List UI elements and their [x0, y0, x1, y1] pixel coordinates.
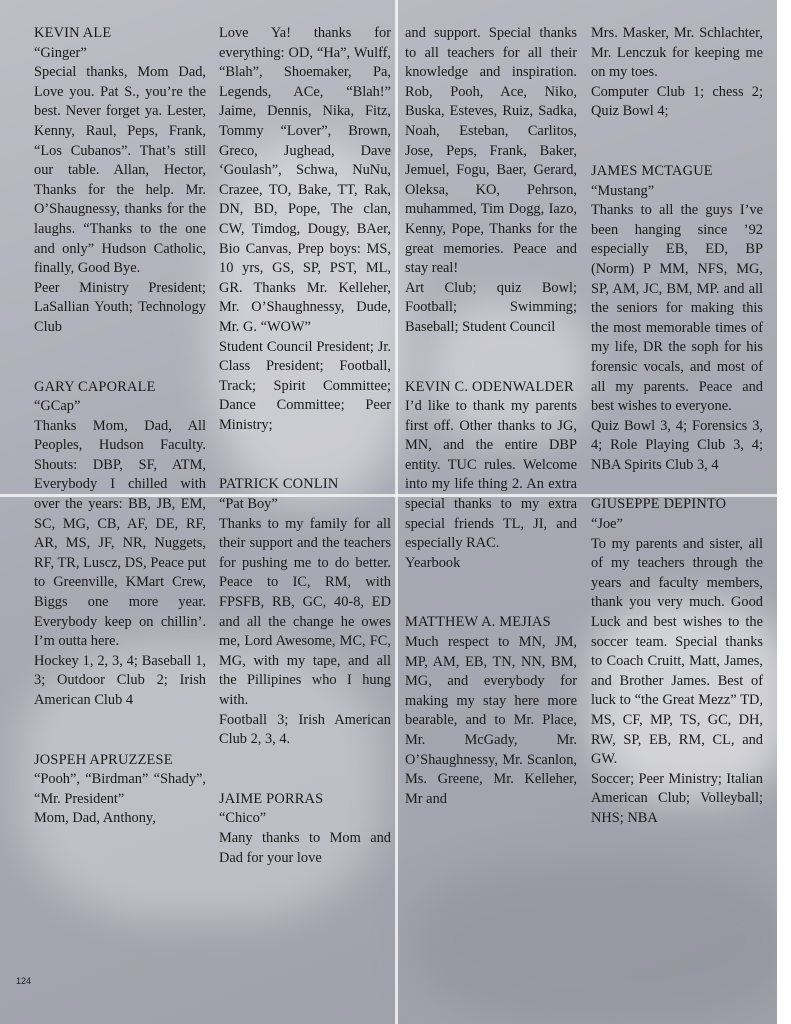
senior-name: MATTHEW A. MEJIAS: [405, 614, 551, 631]
senior-message: I’d like to thank my parents first off. Other thanks to JG, MN, and the entire DBP entity. TUC rules. Welcome into my life thing 2. An extra special thanks to my extra special friends TL, JI, and especially RAC.: [405, 398, 577, 552]
senior-activities: Yearbook: [405, 554, 461, 571]
senior-activities: Hockey 1, 2, 3, 4; Baseball 1, 3; Outdoor Club 2; Irish American Club 4: [34, 652, 206, 708]
senior-nickname: “GCap”: [34, 398, 81, 415]
senior-entry-continued: [591, 24, 763, 122]
senior-message: Thanks to my family for all their support and the teachers for pushing me to do better. Peace to IC, RM, with FPSFB, RB, GC, 40-8, ED and all the change he owes me, Lord Awesome, MC, FC, MG, with my tape, and all the Pillipines who I hung with.: [219, 515, 391, 708]
senior-message: Thanks Mom, Dad, All Peoples, Hudson Faculty. Shouts: DBP, SF, ATM, Everybody I chilled with over the years: BB, JB, EM, SC, MG, CB, AF, DE, RF, AR, MS, JF, NR, Nuggets, RF, TR, Luscz, DS, Peace put to Greenville, KMart Crew, Biggs one more year. Everybody keep on chillin’. I’m outta here.: [34, 417, 206, 650]
senior-activities: Student Council President; Jr. Class President; Football, Track; Spirit Committee; Dance Committee; Peer Ministry;: [219, 338, 391, 433]
senior-nickname: “Ginger”: [34, 44, 87, 61]
senior-entry: [219, 790, 391, 868]
senior-entry: [405, 613, 577, 809]
senior-name: KEVIN C. ODENWALDER: [405, 378, 574, 395]
senior-name: JAIME PORRAS: [219, 790, 324, 807]
text-column-2: [219, 24, 391, 868]
senior-name: JOSPEH APRUZZESE: [34, 751, 173, 768]
background-photo-area: [410, 860, 790, 1024]
senior-entry: [34, 378, 206, 711]
senior-entry: [34, 24, 206, 338]
text-column-1: [34, 24, 206, 829]
page-edge: [777, 0, 791, 1024]
senior-nickname: “Pooh”, “Birdman” “Shady”, “Mr. President”: [34, 771, 206, 807]
senior-entry: [405, 378, 577, 574]
senior-entry: [591, 162, 763, 476]
senior-message: To my parents and sister, all of my teachers through the years and faculty members, thank you very much. Good Luck and best wishes to the soccer team. Special thanks to Coach Cruitt, Matt, James, and Brother James. Best of luck to “the Great Mezz” TD, MS, CF, MP, TS, GC, DH, RW, SP, EB, RM, CL, and GW.: [591, 535, 763, 768]
senior-activities: Peer Ministry President; LaSallian Youth; Technology Club: [34, 279, 206, 335]
senior-message: and support. Special thanks to all teachers for all their knowledge and inspiration. Rob, Pooh, Ace, Niko, Buska, Esteves, Ruiz, Sadka, Noah, Esteban, Carlitos, Jose, Peps, Frank, Baker, Jemuel, Fogu, Baer, Gerard, Oleksa, KO, Pehrson, muhammed, Tim Dogg, Iazo, Kenny, Pope, Thanks for the great memories. Peace and stay real!: [405, 25, 577, 277]
page-number: 124: [16, 976, 32, 986]
senior-activities: Quiz Bowl 3, 4; Forensics 3, 4; Role Playing Club 3, 4; NBA Spirits Club 3, 4: [591, 417, 763, 473]
senior-name: KEVIN ALE: [34, 25, 112, 41]
senior-entry: [219, 475, 391, 749]
senior-nickname: “Pat Boy”: [219, 496, 278, 513]
senior-entry-continued: [405, 24, 577, 338]
vertical-fold-line: [395, 0, 398, 1024]
senior-name: JAMES MCTAGUE: [591, 162, 713, 179]
senior-message: Thanks to all the guys I’ve been hanging since ’92 especially EB, ED, BP (Norm) P MM, NFS, MG, SP, AM, JC, BM, MP. and all the seniors for making this the most memorable times of my life, DR the soph for his forensic vocals, and most of all my parents. Peace and best wishes to everyone.: [591, 202, 763, 415]
senior-entry: [591, 495, 763, 828]
senior-message: Love Ya! thanks for everything: OD, “Ha”, Wulff, “Blah”, Shoemaker, Pa, Legends, ACe, “Blah!” Jaime, Dennis, Nika, Fitz, Tommy “Lover”, Brown, Greco, Jughead, Dave ‘Goulash”, Schwa, NuNu, Crazee, TO, Bake, TT, Rak, DN, BD, Pope, The clan, CW, Timdog, Dougy, BAer, Bio Canvas, Prep boys: MS, 10 yrs, GS, SP, PST, ML, GR. Thanks Mr. Kelleher, Mr. O’Shaughnessy, Dude, Mr. G. “WOW”: [219, 25, 391, 335]
senior-entry: [34, 751, 206, 829]
senior-message: Much respect to MN, JM, MP, AM, EB, TN, NN, BM, MG, and everybody for making my stay here more bearable, and to Mr. Place, Mr. McGady, Mr. O’Shaughnessy, Mr. Scanlon, Ms. Greene, Mr. Kelleher, Mr and: [405, 634, 577, 807]
senior-message: Mom, Dad, Anthony,: [34, 810, 156, 827]
senior-nickname: “Mustang”: [591, 182, 655, 199]
senior-message: Mrs. Masker, Mr. Schlachter, Mr. Lenczuk for keeping me on my toes.: [591, 25, 763, 81]
text-column-3: [405, 24, 577, 809]
senior-entry-continued: [219, 24, 391, 435]
senior-message: Special thanks, Mom Dad, Love you. Pat S., you’re the best. Never forget ya. Lester, Kenny, Raul, Peps, Frank, “Los Cubanos”. That’s still our table. Allan, Hector, Thanks for the help. Mr. O’Shaugnessy, thanks for the laughs. “Thanks to the one and only” Hudson Catholic, finally, Good Bye.: [34, 64, 206, 277]
senior-nickname: “Joe”: [591, 516, 623, 533]
senior-activities: Art Club; quiz Bowl; Football; Swimming; Baseball; Student Council: [405, 279, 577, 335]
senior-name: GARY CAPORALE: [34, 378, 156, 395]
senior-activities: Football 3; Irish American Club 2, 3, 4.: [219, 711, 391, 748]
senior-message: Many thanks to Mom and Dad for your love: [219, 829, 391, 866]
senior-name: GIUSEPPE DEPINTO: [591, 496, 727, 513]
senior-activities: Computer Club 1; chess 2; Quiz Bowl 4;: [591, 83, 763, 120]
senior-activities: Soccer; Peer Ministry; Italian American Club; Volleyball; NHS; NBA: [591, 770, 763, 826]
senior-name: PATRICK CONLIN: [219, 476, 339, 493]
senior-nickname: “Chico”: [219, 810, 267, 827]
text-column-4: [591, 24, 763, 829]
